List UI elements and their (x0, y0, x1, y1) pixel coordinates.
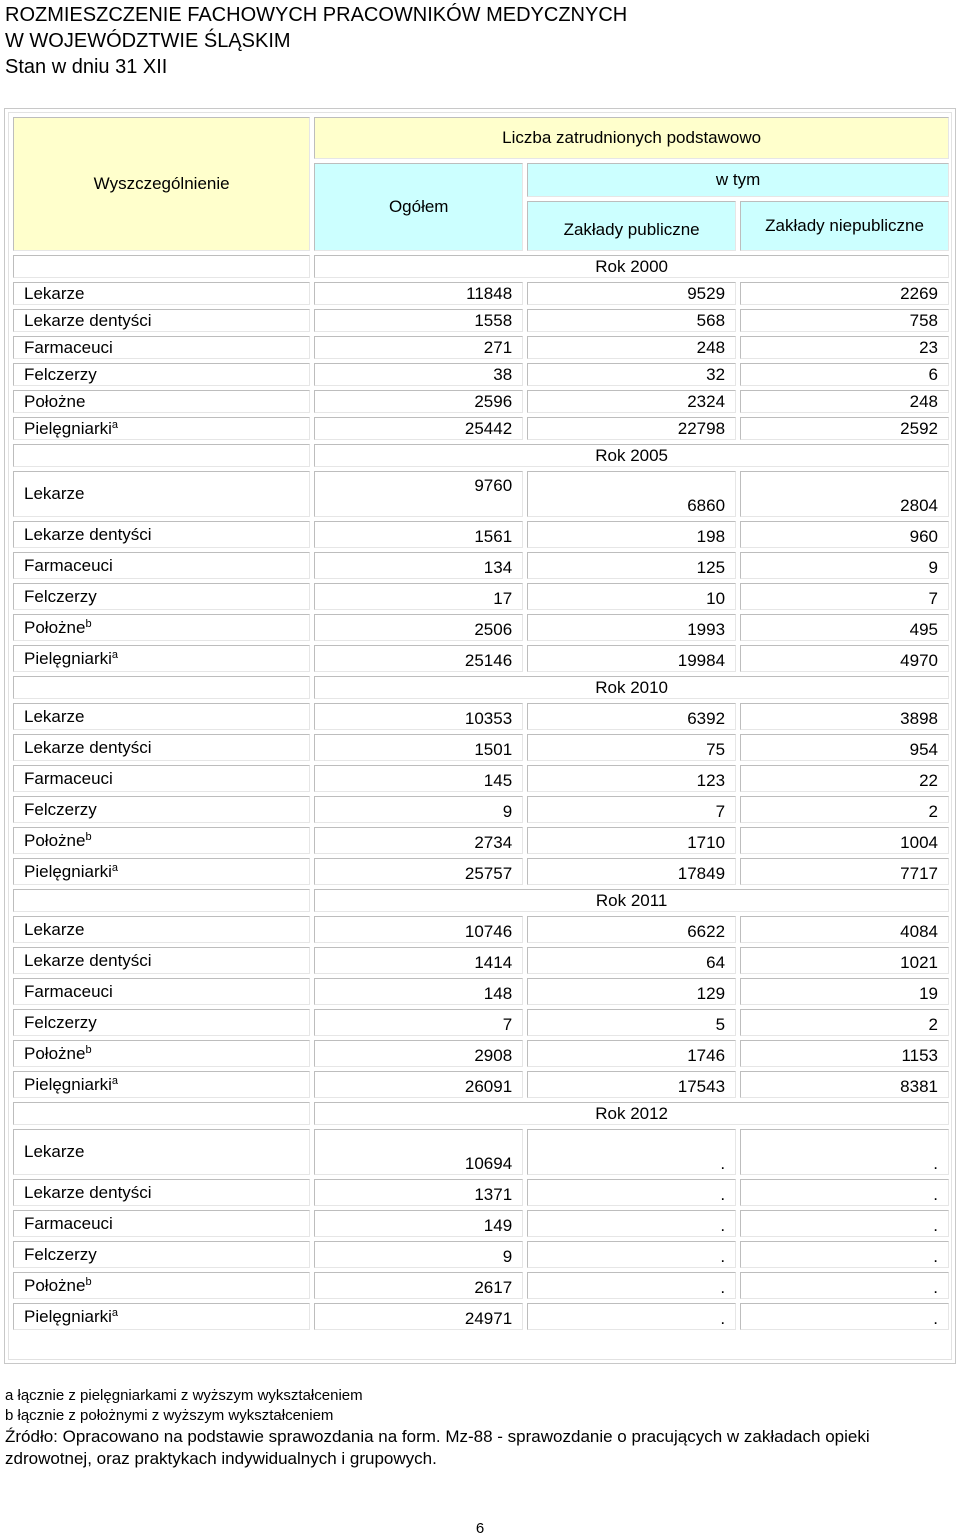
cell-nonpublic: 1004 (740, 827, 949, 854)
row-label-text: Lekarze dentyści (24, 1182, 152, 1202)
cell-public: 17849 (527, 858, 736, 885)
year-row-spacer (13, 444, 310, 467)
header-public: Zakłady publiczne (527, 201, 736, 251)
row-label-text: Lekarze (24, 484, 85, 503)
row-label-text: Felczerzy (24, 364, 97, 384)
header-main: Liczba zatrudnionych podstawowo (314, 117, 949, 159)
cell-public: . (527, 1241, 736, 1268)
row-label (13, 614, 310, 641)
row-label-text: Felczerzy (24, 799, 97, 819)
cell-nonpublic: . (740, 1210, 949, 1237)
cell-nonpublic: 2 (740, 1009, 949, 1036)
row-label-text: Pielęgniarki (24, 1306, 112, 1326)
title-line-3: Stan w dniu 31 XII (5, 56, 168, 78)
cell-nonpublic: 758 (740, 309, 949, 332)
cell-total: 10746 (314, 916, 523, 943)
row-label (13, 521, 310, 548)
year-label: Rok 2011 (314, 889, 949, 912)
row-label (13, 1303, 310, 1330)
cell-public: 75 (527, 734, 736, 761)
row-label-text: Farmaceuci (24, 1213, 113, 1233)
table-row (13, 583, 949, 610)
footnotes (5, 1386, 363, 1426)
cell-nonpublic: . (740, 1272, 949, 1299)
table-header (13, 117, 949, 251)
row-label-text: Lekarze (24, 706, 85, 726)
table-row (13, 282, 949, 305)
cell-public: 10 (527, 583, 736, 610)
cell-nonpublic: 1153 (740, 1040, 949, 1067)
cell-total: 2908 (314, 1040, 523, 1067)
cell-public: 2324 (527, 390, 736, 413)
data-table-frame (4, 108, 956, 1364)
table-row (13, 521, 949, 548)
table-row (13, 1241, 949, 1268)
year-row-spacer (13, 1102, 310, 1125)
row-label-text: Pielęgniarki (24, 1074, 112, 1094)
cell-total: 38 (314, 363, 523, 386)
cell-nonpublic: 6 (740, 363, 949, 386)
cell-public: . (527, 1210, 736, 1237)
table-row (13, 645, 949, 672)
table-body (13, 255, 949, 1330)
table-row (13, 1129, 949, 1175)
row-label (13, 1241, 310, 1268)
cell-public: 568 (527, 309, 736, 332)
row-label (13, 336, 310, 359)
cell-public: . (527, 1303, 736, 1330)
title-line-1: ROZMIESZCZENIE FACHOWYCH PRACOWNIKÓW MEDYCZNYCH (5, 4, 628, 26)
row-label-text: Lekarze (24, 283, 85, 303)
cell-nonpublic: 7717 (740, 858, 949, 885)
cell-nonpublic: 7 (740, 583, 949, 610)
cell-total: 1501 (314, 734, 523, 761)
cell-public: 17543 (527, 1071, 736, 1098)
cell-nonpublic: 954 (740, 734, 949, 761)
table-row (13, 1179, 949, 1206)
row-label-text: Położne (24, 617, 86, 637)
table-row (13, 734, 949, 761)
cell-public: 6392 (527, 703, 736, 730)
header-nonpublic: Zakłady niepubliczne (740, 201, 949, 251)
cell-total: 2506 (314, 614, 523, 641)
row-label (13, 471, 310, 517)
cell-total: 9760 (314, 471, 523, 517)
cell-nonpublic: . (740, 1241, 949, 1268)
table-row (13, 827, 949, 854)
row-label-text: Farmaceuci (24, 337, 113, 357)
table-row (13, 916, 949, 943)
table-row (13, 703, 949, 730)
footnote-marker: b (85, 830, 92, 843)
row-label (13, 1210, 310, 1237)
year-row-spacer (13, 255, 310, 278)
cell-public: 6860 (527, 471, 736, 517)
cell-total: 17 (314, 583, 523, 610)
cell-public: 6622 (527, 916, 736, 943)
row-label-text: Położne (24, 1275, 86, 1295)
cell-public: 1710 (527, 827, 736, 854)
cell-public: 129 (527, 978, 736, 1005)
cell-total: 26091 (314, 1071, 523, 1098)
header-wtym: w tym (527, 163, 949, 197)
cell-public: 64 (527, 947, 736, 974)
cell-nonpublic: 23 (740, 336, 949, 359)
row-label-text: Położne (24, 391, 86, 411)
cell-total: 25146 (314, 645, 523, 672)
cell-total: 7 (314, 1009, 523, 1036)
cell-nonpublic: . (740, 1129, 949, 1175)
cell-total: 149 (314, 1210, 523, 1237)
cell-public: . (527, 1272, 736, 1299)
cell-total: 9 (314, 796, 523, 823)
table-row (13, 1303, 949, 1330)
year-row (13, 676, 949, 699)
row-label-text: Felczerzy (24, 586, 97, 606)
table-row (13, 858, 949, 885)
row-label-text: Farmaceuci (24, 981, 113, 1001)
year-row (13, 1102, 949, 1125)
year-row-spacer (13, 889, 310, 912)
row-label (13, 827, 310, 854)
table-row (13, 765, 949, 792)
row-label-text: Felczerzy (24, 1244, 97, 1264)
row-label-text: Felczerzy (24, 1012, 97, 1032)
table-row (13, 471, 949, 517)
row-label (13, 796, 310, 823)
document-title (5, 2, 627, 80)
cell-nonpublic: 248 (740, 390, 949, 413)
cell-total: 24971 (314, 1303, 523, 1330)
cell-nonpublic: 1021 (740, 947, 949, 974)
cell-total: 2596 (314, 390, 523, 413)
row-label (13, 703, 310, 730)
row-label-text: Farmaceuci (24, 768, 113, 788)
table-row (13, 1210, 949, 1237)
row-label (13, 916, 310, 943)
row-label (13, 858, 310, 885)
row-label-text: Lekarze dentyści (24, 310, 152, 330)
cell-public: 1746 (527, 1040, 736, 1067)
cell-nonpublic: 4084 (740, 916, 949, 943)
table-row (13, 614, 949, 641)
row-label (13, 1129, 310, 1175)
year-label: Rok 2005 (314, 444, 949, 467)
cell-public: 19984 (527, 645, 736, 672)
row-label-text: Lekarze (24, 919, 85, 939)
row-label (13, 645, 310, 672)
cell-total: 10694 (314, 1129, 523, 1175)
cell-nonpublic: 22 (740, 765, 949, 792)
cell-total: 11848 (314, 282, 523, 305)
cell-total: 1371 (314, 1179, 523, 1206)
table-row (13, 417, 949, 440)
table-row (13, 1272, 949, 1299)
row-label (13, 363, 310, 386)
table-row (13, 796, 949, 823)
cell-nonpublic: 2269 (740, 282, 949, 305)
footnote-marker: a (111, 1306, 119, 1319)
header-total: Ogółem (314, 163, 523, 251)
cell-nonpublic: 8381 (740, 1071, 949, 1098)
table-row (13, 1071, 949, 1098)
cell-nonpublic: . (740, 1179, 949, 1206)
row-label-text: Lekarze dentyści (24, 950, 152, 970)
cell-public: 5 (527, 1009, 736, 1036)
row-label (13, 1179, 310, 1206)
cell-nonpublic: 3898 (740, 703, 949, 730)
year-row (13, 255, 949, 278)
cell-public: 123 (527, 765, 736, 792)
cell-nonpublic: 2592 (740, 417, 949, 440)
cell-public: 22798 (527, 417, 736, 440)
cell-nonpublic: 9 (740, 552, 949, 579)
cell-total: 1558 (314, 309, 523, 332)
table-row (13, 978, 949, 1005)
row-label-text: Pielęgniarki (24, 861, 112, 881)
table-row (13, 336, 949, 359)
row-label-text: Farmaceuci (24, 555, 113, 575)
row-label (13, 417, 310, 440)
cell-total: 2617 (314, 1272, 523, 1299)
footnote-marker: b (85, 617, 92, 630)
table-row (13, 390, 949, 413)
row-label (13, 390, 310, 413)
footnote-marker: a (111, 1074, 119, 1087)
cell-total: 25757 (314, 858, 523, 885)
year-row (13, 444, 949, 467)
source-note: Źródło: Opracowano na podstawie sprawozdania na form. Mz-88 - sprawozdanie o pracujących w zakładach opieki zdrowotnej, oraz praktykach indywidualnych i grupowych. (5, 1427, 870, 1468)
row-label (13, 734, 310, 761)
table-row (13, 1040, 949, 1067)
cell-total: 1414 (314, 947, 523, 974)
cell-public: 248 (527, 336, 736, 359)
row-label (13, 552, 310, 579)
row-label-text: Położne (24, 830, 86, 850)
title-line-2: W WOJEWÓDZTWIE ŚLĄSKIM (5, 30, 291, 52)
cell-public: 125 (527, 552, 736, 579)
row-label-text: Pielęgniarki (24, 418, 112, 438)
footnote-marker: a (111, 648, 119, 661)
year-label: Rok 2012 (314, 1102, 949, 1125)
cell-nonpublic: 2804 (740, 471, 949, 517)
row-label (13, 765, 310, 792)
page-number: 6 (475, 1520, 485, 1537)
cell-total: 9 (314, 1241, 523, 1268)
footnote-marker: a (111, 861, 119, 874)
cell-total: 145 (314, 765, 523, 792)
row-label-text: Lekarze (24, 1142, 85, 1161)
cell-total: 10353 (314, 703, 523, 730)
cell-nonpublic: 495 (740, 614, 949, 641)
row-label (13, 1040, 310, 1067)
cell-nonpublic: 4970 (740, 645, 949, 672)
cell-public: 32 (527, 363, 736, 386)
cell-public: 7 (527, 796, 736, 823)
footnote-a: a łącznie z pielęgniarkami z wyższym wykształceniem (5, 1387, 363, 1404)
cell-total: 2734 (314, 827, 523, 854)
footnote-b: b łącznie z położnymi z wyższym wykształceniem (5, 1407, 334, 1424)
header-spec: Wyszczególnienie (13, 117, 310, 251)
cell-nonpublic: 960 (740, 521, 949, 548)
cell-nonpublic: . (740, 1303, 949, 1330)
cell-total: 134 (314, 552, 523, 579)
row-label-text: Lekarze dentyści (24, 737, 152, 757)
table-row (13, 1009, 949, 1036)
cell-total: 148 (314, 978, 523, 1005)
row-label (13, 1272, 310, 1299)
row-label (13, 583, 310, 610)
footnote-marker: b (85, 1043, 92, 1056)
cell-nonpublic: 2 (740, 796, 949, 823)
cell-total: 1561 (314, 521, 523, 548)
row-label (13, 978, 310, 1005)
cell-public: 9529 (527, 282, 736, 305)
row-label (13, 309, 310, 332)
cell-total: 25442 (314, 417, 523, 440)
row-label (13, 1009, 310, 1036)
footnote-marker: b (85, 1275, 92, 1288)
row-label (13, 1071, 310, 1098)
row-label-text: Położne (24, 1043, 86, 1063)
cell-public: . (527, 1179, 736, 1206)
data-table (9, 113, 953, 1334)
row-label (13, 947, 310, 974)
row-label-text: Lekarze dentyści (24, 524, 152, 544)
table-row (13, 363, 949, 386)
row-label (13, 282, 310, 305)
year-row-spacer (13, 676, 310, 699)
table-row (13, 552, 949, 579)
row-label-text: Pielęgniarki (24, 648, 112, 668)
cell-total: 271 (314, 336, 523, 359)
table-row (13, 309, 949, 332)
cell-nonpublic: 19 (740, 978, 949, 1005)
year-label: Rok 2010 (314, 676, 949, 699)
footnote-marker: a (111, 418, 119, 431)
table-row (13, 947, 949, 974)
year-label: Rok 2000 (314, 255, 949, 278)
cell-public: 198 (527, 521, 736, 548)
cell-public: 1993 (527, 614, 736, 641)
year-row (13, 889, 949, 912)
cell-public: . (527, 1129, 736, 1175)
